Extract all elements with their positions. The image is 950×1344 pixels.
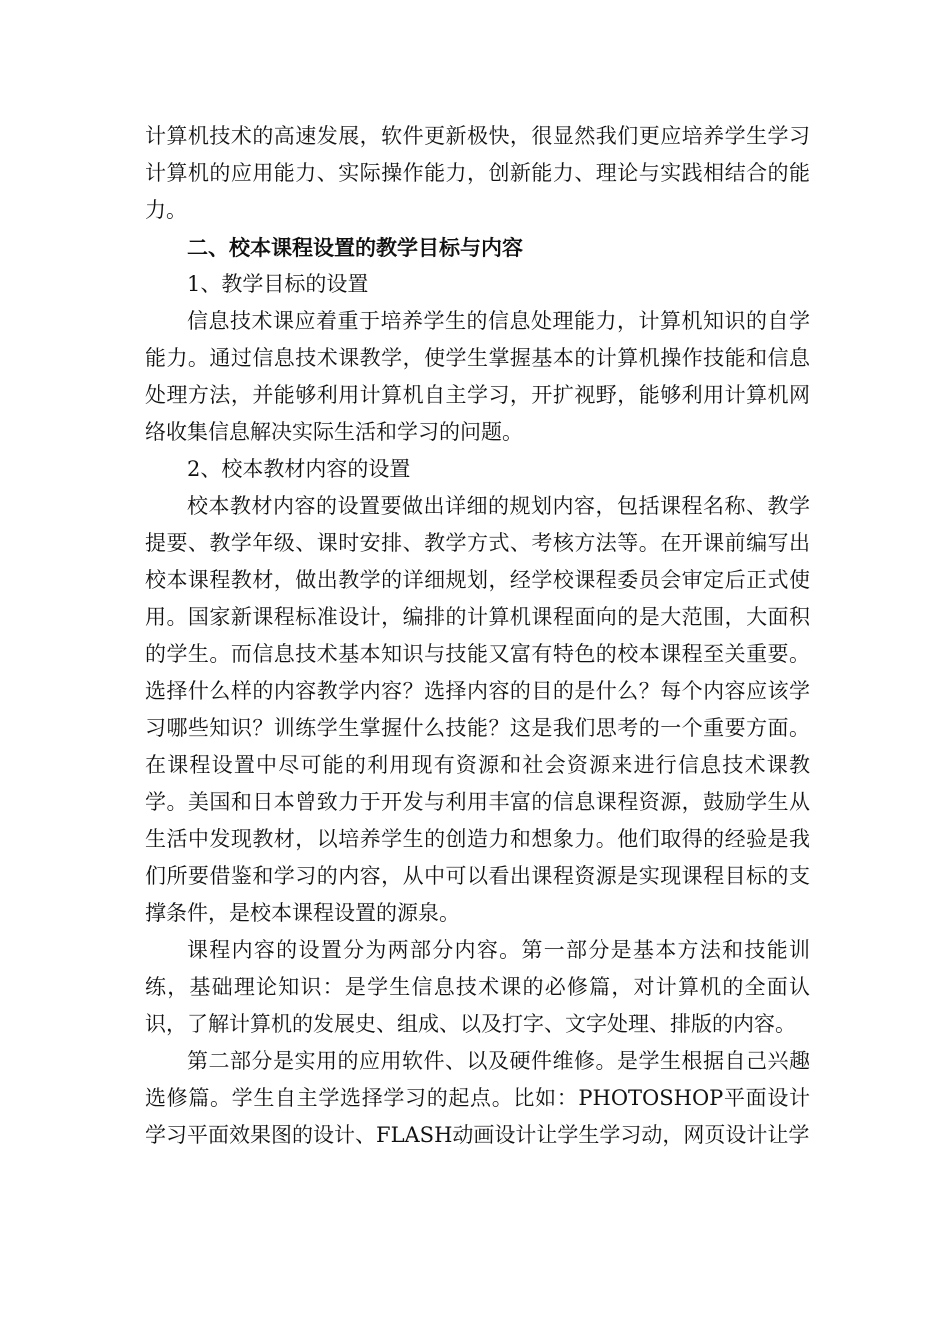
section-heading: 二、校本课程设置的教学目标与内容	[187, 235, 523, 260]
paragraph-textbook-content: 校本教材内容的设置要做出详细的规划内容，包括课程名称、教学提要、教学年级、课时安排、教学方式、考核方法等。在开课前编写出校本课程教材，做出教学的详细规划，经学校课程委员会审定后正式使用。国家新课程标准设计，编排的计算机课程面向的是大范围，大面积的学生。而信息技术基本知识与技能又富有特色的校本课程至关重要。选择什么样的内容教学内容？选择内容的目的是什么？每个内容应该学习哪些知识？训练学生掌握什么技能？这是我们思考的一个重要方面。在课程设置中尽可能的利用现有资源和社会资源来进行信息技术课教学。美国和日本曾致力于开发与利用丰富的信息课程资源，鼓励学生从生活中发现教材，以培养学生的创造力和想象力。他们取得的经验是我们所要借鉴和学习的内容，从中可以看出课程资源是实现课程目标的支撑条件，是校本课程设置的源泉。	[145, 494, 810, 925]
document-body	[145, 118, 810, 1154]
subheading-teaching-goals: 1、教学目标的设置	[187, 272, 369, 296]
paragraph-course-part-two: 第二部分是实用的应用软件、以及硬件维修。是学生根据自己兴趣选修篇。学生自主学选择学习的起点。比如：PHOTOSHOP平面设计学习平面效果图的设计、FLASH动画设计让学生学习动，网页设计让学	[145, 1049, 810, 1147]
paragraph-course-part-one: 课程内容的设置分为两部分内容。第一部分是基本方法和技能训练，基础理论知识：是学生信息技术课的必修篇，对计算机的全面认识，了解计算机的发展史、组成、以及打字、文字处理、排版的内容。	[145, 938, 810, 1036]
paragraph-teaching-goals: 信息技术课应着重于培养学生的信息处理能力，计算机知识的自学能力。通过信息技术课教学，使学生掌握基本的计算机操作技能和信息处理方法，并能够利用计算机自主学习，开扩视野，能够利用计算机网络收集信息解决实际生活和学习的问题。	[145, 309, 810, 444]
subheading-textbook-content: 2、校本教材内容的设置	[187, 457, 411, 481]
paragraph-intro-continuation: 计算机技术的高速发展，软件更新极快，很显然我们更应培养学生学习计算机的应用能力、实际操作能力，创新能力、理论与实践相结合的能力。	[145, 124, 810, 222]
